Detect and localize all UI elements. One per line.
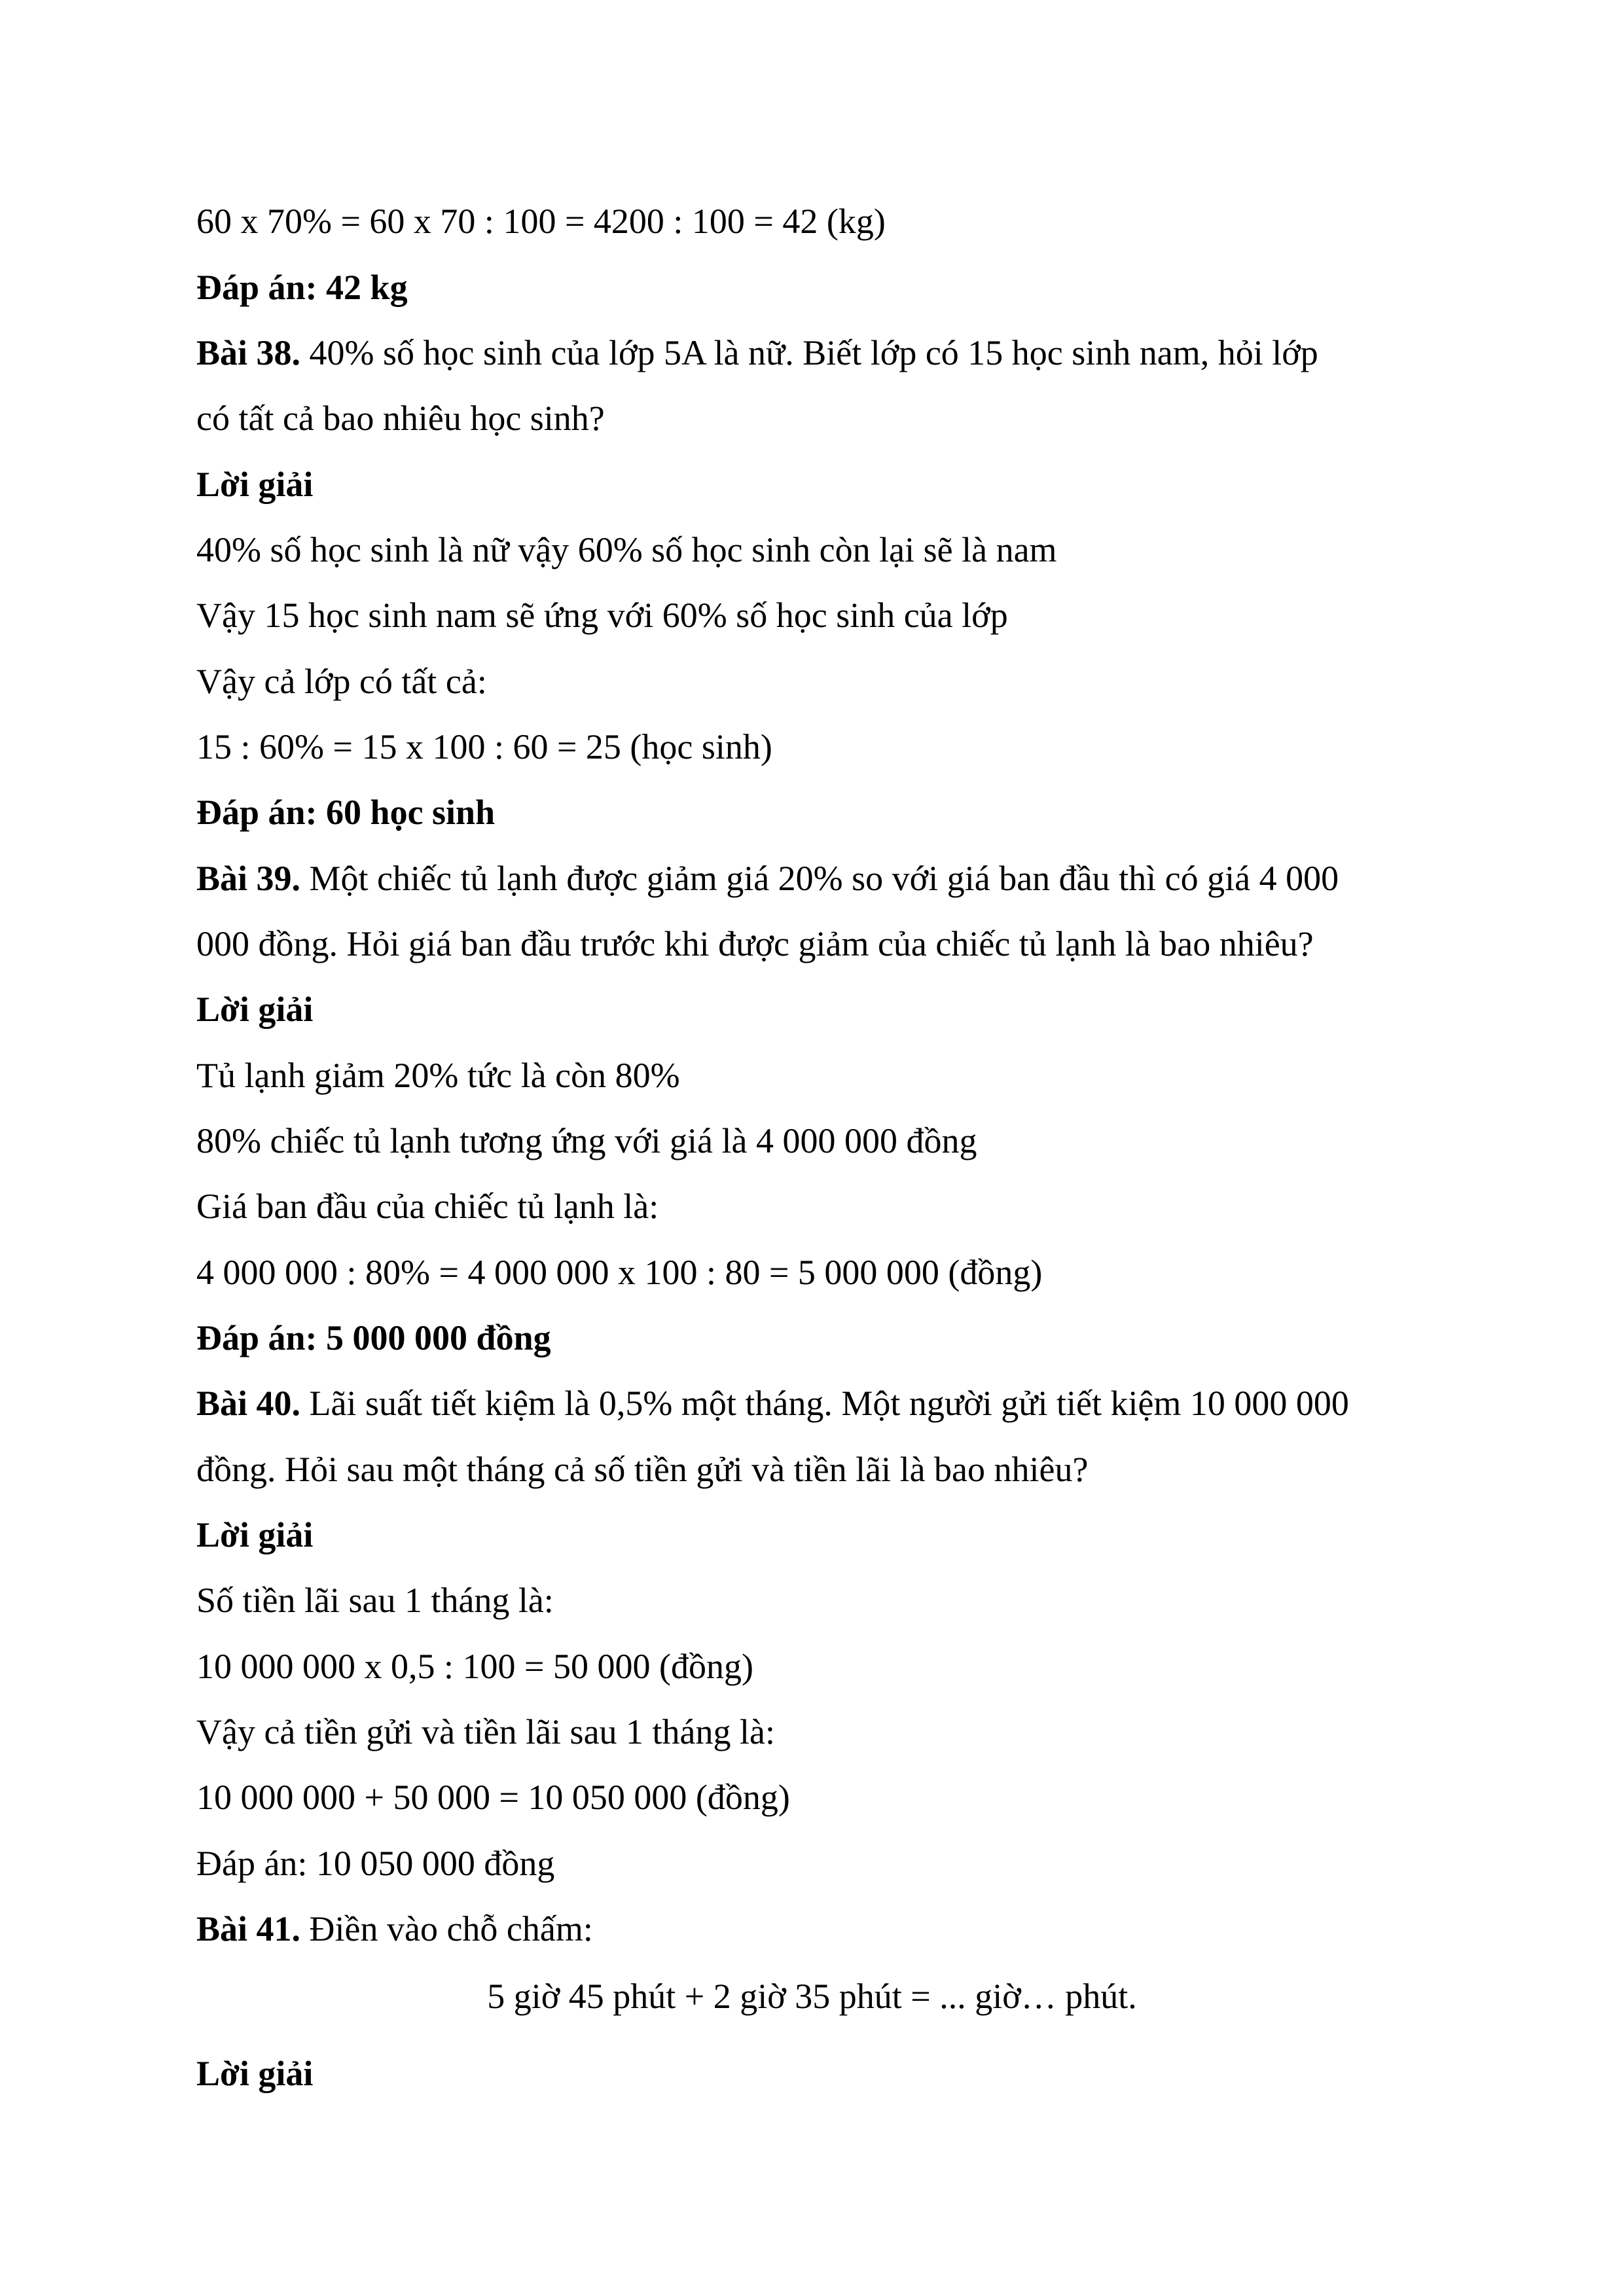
problem-40-line [196,1382,1349,1424]
calc-line: 10 000 000 + 50 000 = 10 050 000 (đồng) [196,1778,790,1817]
calc-line: 15 : 60% = 15 x 100 : 60 = 25 (học sinh) [196,727,772,766]
solution-line: Vậy cả lớp có tất cả: [196,662,487,701]
problem-40-text: Lãi suất tiết kiệm là 0,5% một tháng. Một người gửi tiết kiệm 10 000 000 [300,1384,1349,1423]
problem-40-label: Bài 40. [196,1384,301,1423]
solution-heading: Lời giải [196,990,314,1029]
solution-line: Giá ban đầu của chiếc tủ lạnh là: [196,1187,659,1226]
solution-line: 40% số học sinh là nữ vậy 60% số học sinh còn lại sẽ là nam [196,530,1057,569]
problem-39-continuation: 000 đồng. Hỏi giá ban đầu trước khi được giảm của chiếc tủ lạnh là bao nhiêu? [196,924,1314,963]
problem-39-line [196,857,1339,899]
problem-41-expression: 5 giờ 45 phút + 2 giờ 35 phút = ... giờ… phút. [487,1977,1137,2016]
calc-line: 10 000 000 x 0,5 : 100 = 50 000 (đồng) [196,1647,753,1686]
solution-heading: Lời giải [196,465,314,504]
problem-38-continuation: có tất cả bao nhiêu học sinh? [196,399,605,438]
answer-line: Đáp án: 10 050 000 đồng [196,1844,555,1883]
problem-41-label: Bài 41. [196,1909,301,1948]
solution-line: Tủ lạnh giảm 20% tức là còn 80% [196,1056,680,1095]
problem-38-label: Bài 38. [196,333,301,372]
problem-41-line [196,1908,593,1950]
problem-40-continuation: đồng. Hỏi sau một tháng cả số tiền gửi và tiền lãi là bao nhiêu? [196,1450,1089,1489]
answer-line: Đáp án: 5 000 000 đồng [196,1318,551,1357]
problem-41-text: Điền vào chỗ chấm: [300,1909,593,1948]
solution-line: Số tiền lãi sau 1 tháng là: [196,1581,554,1620]
problem-38-line [196,332,1318,374]
solution-heading: Lời giải [196,1515,314,1554]
calc-line: 60 x 70% = 60 x 70 : 100 = 4200 : 100 = 42 (kg) [196,202,886,241]
solution-line: 80% chiếc tủ lạnh tương ứng với giá là 4 000 000 đồng [196,1121,977,1160]
answer-line: Đáp án: 42 kg [196,268,408,307]
calc-line: 4 000 000 : 80% = 4 000 000 x 100 : 80 = 5 000 000 (đồng) [196,1253,1043,1292]
problem-39-label: Bài 39. [196,859,301,898]
solution-line: Vậy cả tiền gửi và tiền lãi sau 1 tháng là: [196,1712,775,1751]
solution-line: Vậy 15 học sinh nam sẽ ứng với 60% số học sinh của lớp [196,596,1008,635]
problem-39-text: Một chiếc tủ lạnh được giảm giá 20% so với giá ban đầu thì có giá 4 000 [300,859,1339,898]
problem-38-text: 40% số học sinh của lớp 5A là nữ. Biết lớp có 15 học sinh nam, hỏi lớp [300,333,1318,372]
solution-heading: Lời giải [196,2054,314,2093]
answer-line: Đáp án: 60 học sinh [196,793,496,832]
